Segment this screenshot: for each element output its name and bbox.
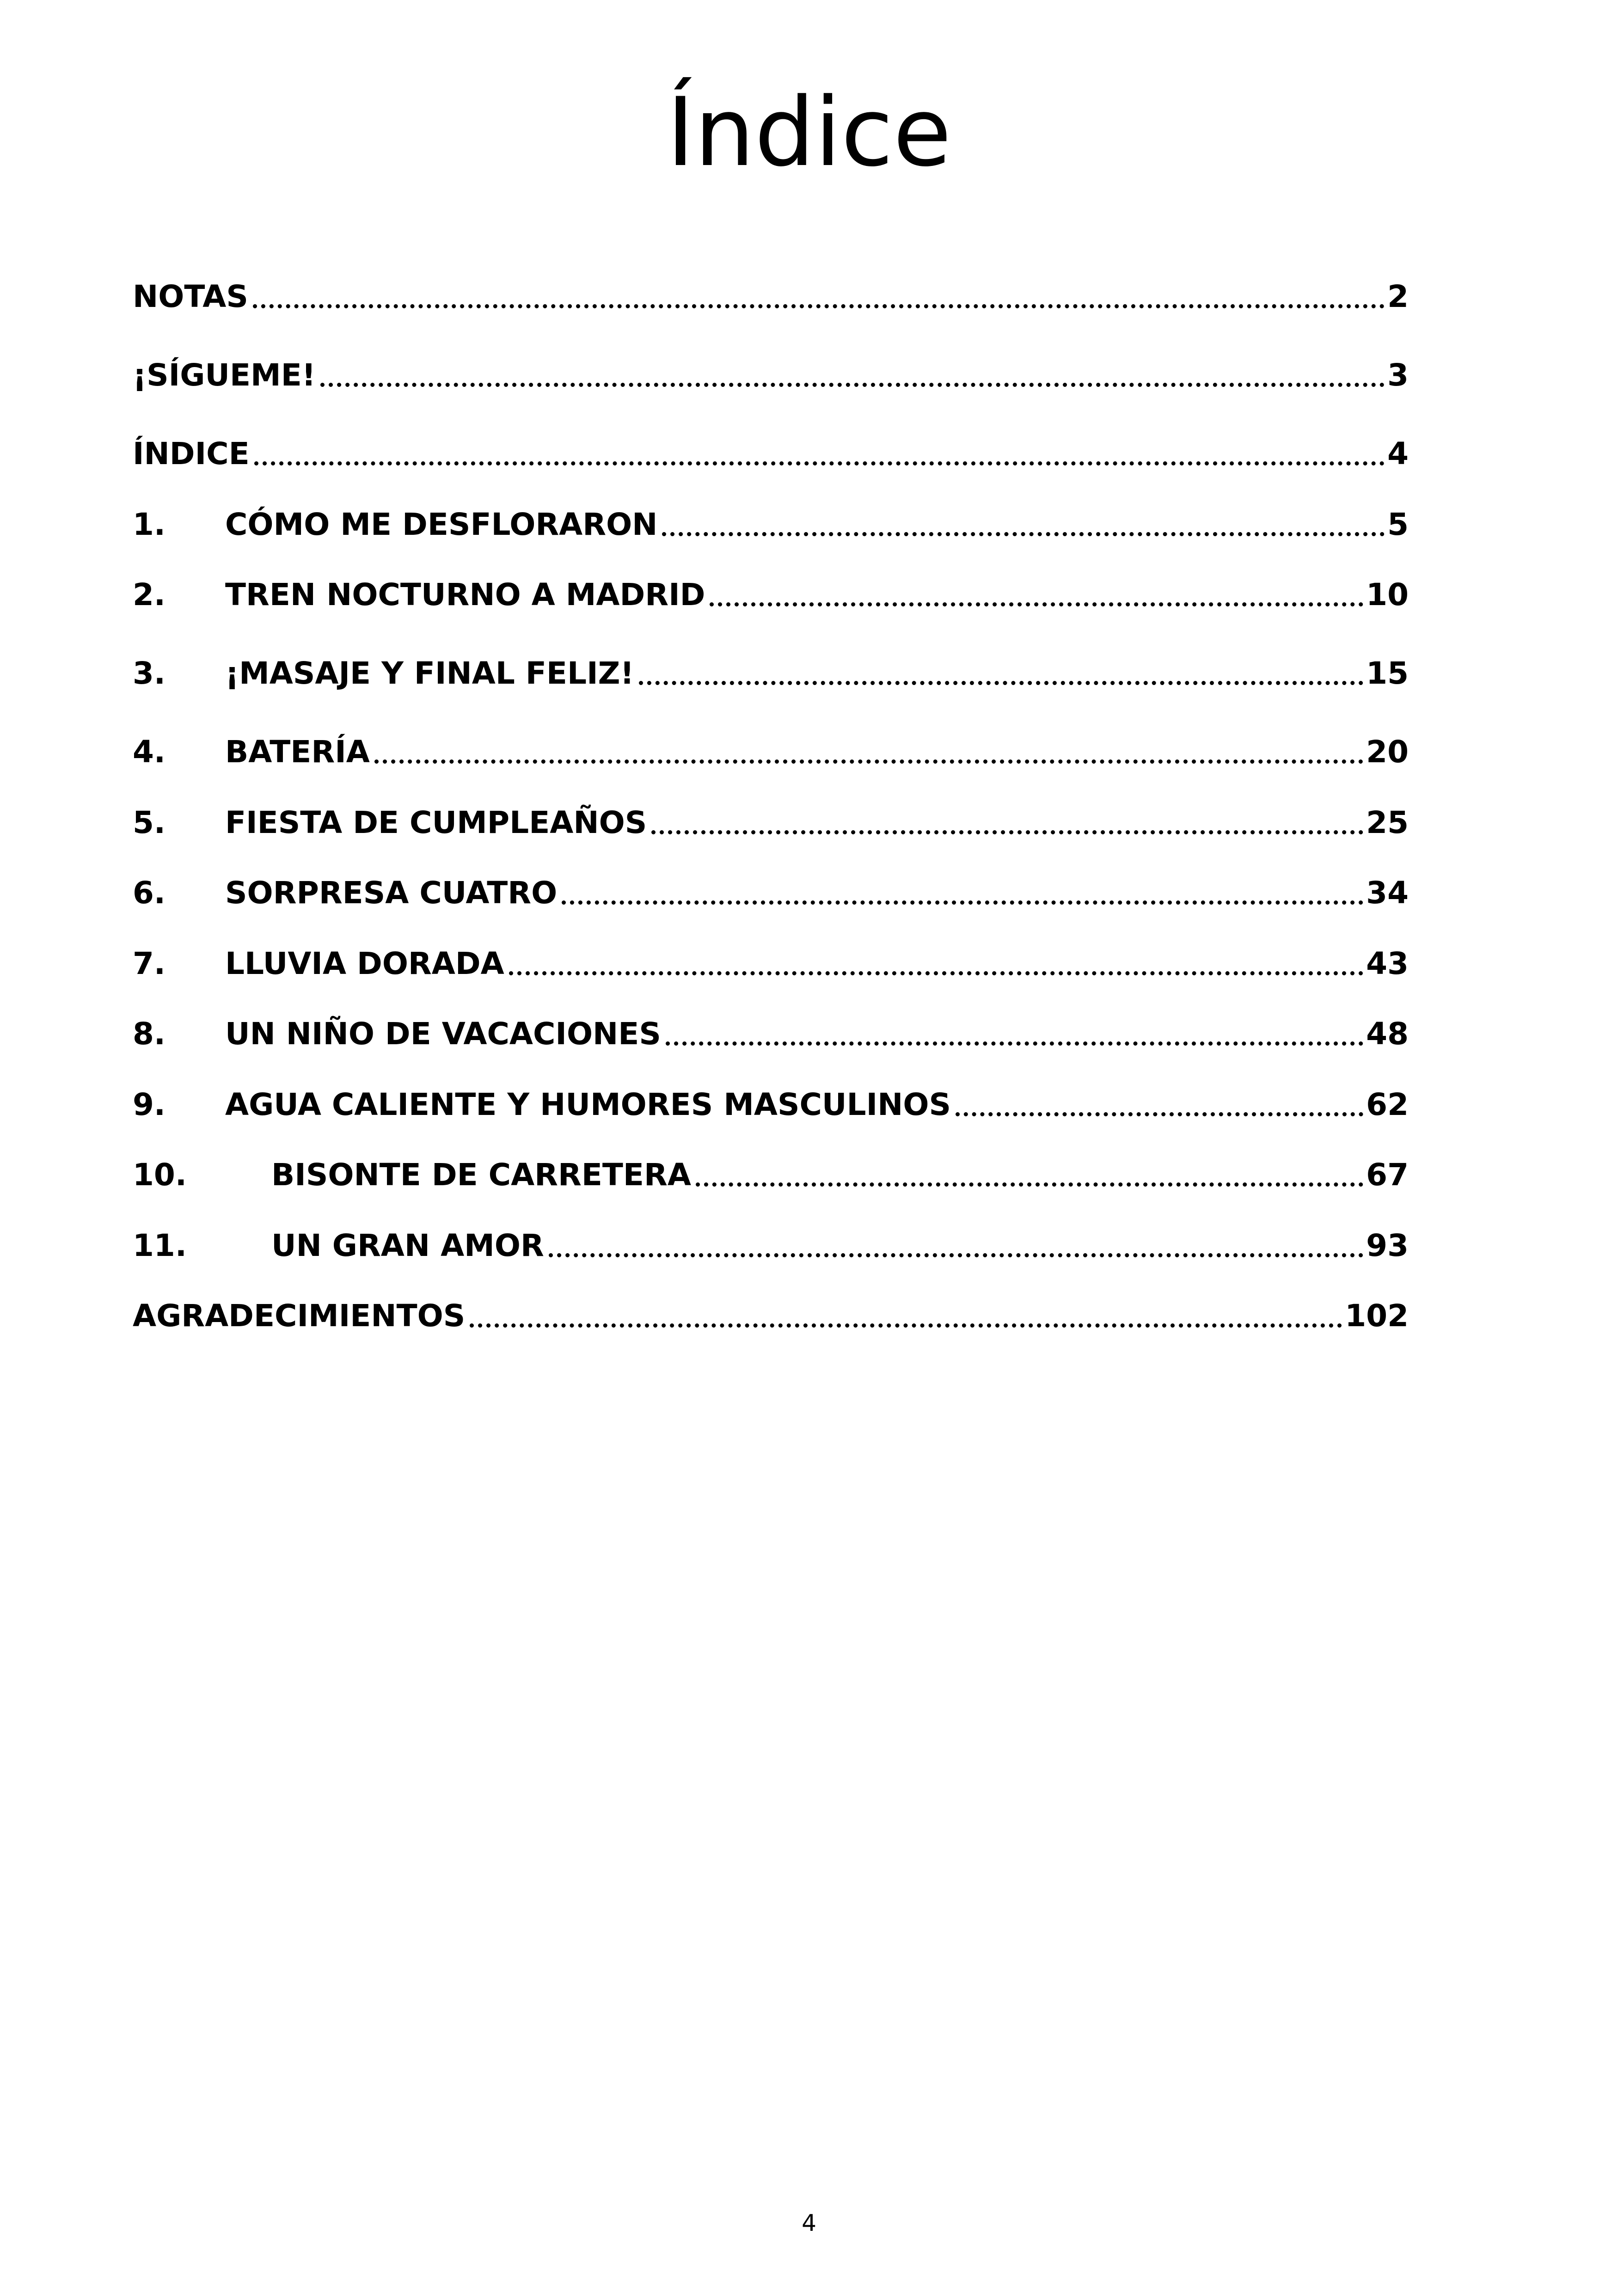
toc-entry-number: 10.: [133, 1157, 187, 1193]
toc-dot-leader: [374, 733, 1363, 764]
toc-entry-label: UN GRAN AMOR: [271, 1228, 544, 1263]
toc-dot-leader: [651, 804, 1363, 834]
toc-entry-label: AGRADECIMIENTOS: [133, 1298, 466, 1334]
toc-entry-number: 7.: [133, 946, 165, 981]
toc-entry-chapter-2[interactable]: [133, 559, 1409, 610]
toc-entry-chapter-11[interactable]: [133, 1210, 1409, 1261]
toc-dot-leader: [470, 1297, 1342, 1328]
toc-entry-label: FIESTA DE CUMPLEAÑOS: [225, 805, 647, 840]
toc-entry-number: 4.: [133, 734, 165, 770]
toc-dot-leader: [666, 1015, 1363, 1046]
toc-entry-page: 2: [1387, 279, 1409, 314]
toc-entry-page: 3: [1387, 357, 1409, 393]
toc-entry-chapter-5[interactable]: [133, 787, 1409, 838]
toc-entry-page: 25: [1366, 805, 1409, 840]
toc-entry-page: 43: [1366, 946, 1409, 981]
toc-dot-leader: [549, 1227, 1363, 1257]
toc-entry-number: 6.: [133, 875, 165, 911]
toc-entry-chapter-6[interactable]: [133, 857, 1409, 911]
toc-entry-label: TREN NOCTURNO A MADRID: [225, 577, 705, 612]
toc-entry-indice[interactable]: [133, 418, 1409, 469]
toc-entry-number: 5.: [133, 805, 165, 840]
toc-entry-number: 1.: [133, 507, 165, 542]
page-title: Índice: [666, 78, 952, 188]
toc-entry-number: 8.: [133, 1016, 165, 1052]
toc-entry-page: 102: [1345, 1298, 1409, 1334]
toc-entry-number: 2.: [133, 577, 165, 612]
toc-entry-chapter-7[interactable]: [133, 928, 1409, 979]
toc-entry-agradecimientos[interactable]: [133, 1280, 1409, 1334]
toc-entry-page: 10: [1366, 577, 1409, 612]
toc-entry-label: ¡SÍGUEME!: [133, 357, 316, 393]
toc-entry-label: NOTAS: [133, 279, 248, 314]
toc-entry-label: AGUA CALIENTE Y HUMORES MASCULINOS: [225, 1087, 951, 1122]
toc-dot-leader: [956, 1086, 1363, 1116]
toc-entry-page: 20: [1366, 734, 1409, 770]
toc-dot-leader: [509, 945, 1363, 975]
toc-entry-sigueme[interactable]: [133, 340, 1409, 391]
toc-entry-chapter-9[interactable]: [133, 1069, 1409, 1120]
toc-entry-page: 15: [1366, 655, 1409, 691]
toc-entry-page: 34: [1366, 875, 1409, 911]
toc-entry-notas[interactable]: [133, 261, 1409, 312]
toc-dot-leader: [320, 356, 1385, 387]
toc-entry-label: ¡MASAJE Y FINAL FELIZ!: [225, 655, 634, 691]
toc-dot-leader: [562, 874, 1363, 905]
toc-entry-number: 11.: [133, 1228, 187, 1263]
toc-entry-number: 9.: [133, 1087, 165, 1122]
toc-entry-label: ÍNDICE: [133, 436, 250, 471]
toc-entry-label: SORPRESA CUATRO: [225, 875, 558, 911]
toc-dot-leader: [254, 435, 1385, 465]
toc-entry-chapter-1[interactable]: [133, 489, 1409, 540]
toc-entry-page: 4: [1387, 436, 1409, 471]
toc-entry-label: UN NIÑO DE VACACIONES: [225, 1016, 661, 1052]
toc-entry-page: 48: [1366, 1016, 1409, 1052]
toc-dot-leader: [253, 278, 1385, 308]
page-number: 4: [802, 2210, 816, 2236]
toc-entry-page: 67: [1366, 1157, 1409, 1193]
toc-entry-number: 3.: [133, 655, 165, 691]
toc-dot-leader: [696, 1156, 1363, 1187]
toc-dot-leader: [662, 506, 1385, 536]
toc-entry-label: BATERÍA: [225, 734, 370, 770]
toc-entry-chapter-8[interactable]: [133, 998, 1409, 1052]
toc-entry-chapter-3[interactable]: [133, 638, 1409, 689]
toc-entry-label: BISONTE DE CARRETERA: [271, 1157, 691, 1193]
toc-entry-label: LLUVIA DORADA: [225, 946, 504, 981]
toc-entry-page: 62: [1366, 1087, 1409, 1122]
toc-entry-chapter-10[interactable]: [133, 1139, 1409, 1193]
toc-entry-page: 93: [1366, 1228, 1409, 1263]
toc-entry-label: CÓMO ME DESFLORARON: [225, 507, 658, 542]
toc-entry-page: 5: [1387, 507, 1409, 542]
toc-dot-leader: [710, 576, 1363, 606]
toc-dot-leader: [639, 655, 1364, 685]
toc-entry-chapter-4[interactable]: [133, 716, 1409, 770]
